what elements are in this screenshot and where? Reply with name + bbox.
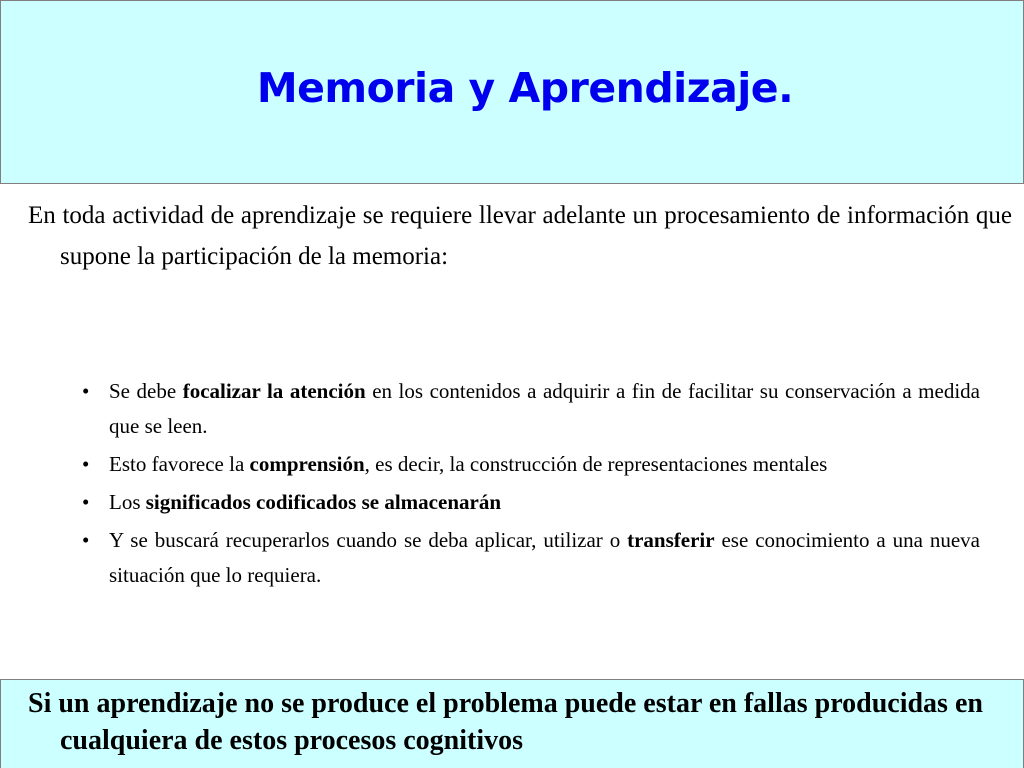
- bullet-icon: •: [82, 528, 90, 552]
- bullet-text-regular: en los contenidos a adquirir a fin de facilitar su conservación a medida que se leen.: [109, 379, 980, 438]
- bullet-text-regular: , es decir, la construcción de representaciones mentales: [364, 452, 828, 476]
- bullet-text-bold: significados codificados se almacenarán: [145, 490, 501, 514]
- intro-paragraph: En toda actividad de aprendizaje se requiere llevar adelante un procesamiento de información que supone la participación de la memoria:: [28, 202, 1012, 270]
- list-item: [76, 523, 980, 593]
- bullet-list: [76, 374, 980, 593]
- slide-title: Memoria y Aprendizaje.: [256, 64, 794, 112]
- conclusion-text: Si un aprendizaje no se produce el problema puede estar en fallas producidas en cualquiera de estos procesos cognitivos: [28, 688, 983, 756]
- bullet-text-regular: Los: [109, 490, 146, 514]
- bullet-text-bold: comprensión: [249, 452, 365, 476]
- bullet-text-regular: Y se buscará recuperarlos cuando se deba aplicar, utilizar o: [109, 528, 628, 552]
- list-item: [76, 485, 980, 520]
- bullet-text-regular: Esto favorece la: [109, 452, 250, 476]
- bullet-text-bold: focalizar la atención: [182, 379, 366, 403]
- bullet-text-bold: transferir: [627, 528, 715, 552]
- bullet-icon: •: [82, 490, 90, 514]
- list-item: [76, 447, 980, 482]
- bullet-icon: •: [82, 452, 90, 476]
- bullet-icon: •: [82, 379, 90, 403]
- list-item: [76, 374, 980, 444]
- bullet-text-regular: Se debe: [109, 379, 183, 403]
- bullet-text-regular: ese conocimiento a una nueva situación que lo requiera.: [109, 528, 980, 587]
